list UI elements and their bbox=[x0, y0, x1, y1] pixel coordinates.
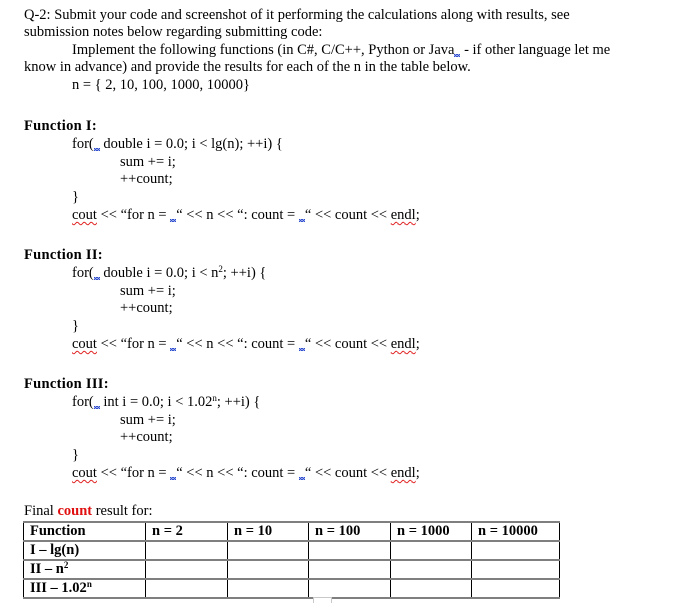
question-text-line-4: know in advance) and provide the results for each of the n in the table below. bbox=[24, 59, 471, 75]
result-cell[interactable] bbox=[228, 560, 309, 579]
quote: “ bbox=[304, 336, 312, 352]
function-2-count-line: ++count; bbox=[120, 300, 173, 316]
quote: “ bbox=[176, 465, 183, 481]
table-row bbox=[24, 560, 560, 579]
result-cell[interactable] bbox=[391, 541, 472, 560]
result-cell[interactable] bbox=[309, 560, 391, 579]
grammar-squiggle-icon bbox=[299, 476, 305, 481]
n-values-set: n = { 2, 10, 100, 1000, 10000} bbox=[72, 77, 250, 93]
function-3-sum-line: sum += i; bbox=[120, 412, 176, 428]
row-label-text: II – n bbox=[30, 561, 64, 577]
semicolon: ; bbox=[415, 465, 420, 481]
question-text-line-3a: Implement the following functions (in C#, C/C++, Python or Java bbox=[72, 42, 455, 58]
grammar-squiggle-icon bbox=[94, 276, 100, 281]
for-tail: ; ++i) { bbox=[222, 265, 267, 281]
function-1-close-brace: } bbox=[72, 189, 79, 205]
for-condition: double i = 0.0; i < lg(n); ++i) { bbox=[99, 136, 283, 152]
caption-prefix: Final bbox=[24, 503, 58, 519]
row-label-lg-n bbox=[24, 541, 146, 560]
result-cell[interactable] bbox=[309, 579, 391, 598]
function-1-count-line: ++count; bbox=[120, 171, 173, 187]
exponent: 2 bbox=[218, 264, 223, 274]
cout-text: << count << bbox=[311, 336, 391, 352]
result-cell[interactable] bbox=[228, 579, 309, 598]
cout-text: << n << “: count = bbox=[182, 207, 299, 223]
caption-highlight-count: count bbox=[57, 503, 93, 519]
question-text-line-1: Q-2: Submit your code and screenshot of it performing the calculations along with results, see bbox=[24, 7, 570, 23]
function-2-title: Function II: bbox=[24, 247, 103, 263]
header-n-10000: n = 10000 bbox=[472, 522, 560, 541]
quote: “ bbox=[304, 207, 312, 223]
row-label-exponent: n bbox=[86, 579, 92, 589]
endl-word: endl bbox=[390, 465, 416, 481]
exponent: n bbox=[212, 393, 217, 403]
grammar-squiggle-icon bbox=[299, 218, 305, 223]
cout-text: << count << bbox=[311, 465, 391, 481]
grammar-squiggle-icon bbox=[94, 405, 100, 410]
semicolon: ; bbox=[415, 207, 420, 223]
function-1-cout-line bbox=[72, 207, 420, 224]
for-tail: ; ++i) { bbox=[216, 394, 261, 410]
results-table bbox=[23, 521, 560, 599]
header-n-100: n = 100 bbox=[309, 522, 391, 541]
header-n-1000: n = 1000 bbox=[391, 522, 472, 541]
for-keyword: for( bbox=[72, 136, 94, 152]
for-condition: int i = 0.0; i < 1.02 bbox=[99, 394, 213, 410]
function-3-cout-line bbox=[72, 465, 420, 482]
function-3-title: Function III: bbox=[24, 376, 109, 392]
row-label-n-squared bbox=[24, 560, 146, 579]
function-1-for-line bbox=[72, 136, 283, 153]
grammar-squiggle-icon bbox=[454, 53, 460, 58]
header-n-2: n = 2 bbox=[146, 522, 228, 541]
result-cell[interactable] bbox=[228, 541, 309, 560]
result-cell[interactable] bbox=[146, 560, 228, 579]
table-header-row bbox=[24, 522, 560, 541]
function-3-close-brace: } bbox=[72, 447, 79, 463]
result-cell[interactable] bbox=[391, 560, 472, 579]
result-cell[interactable] bbox=[472, 560, 560, 579]
quote: “ bbox=[176, 207, 183, 223]
grammar-squiggle-icon bbox=[170, 218, 176, 223]
table-row bbox=[24, 579, 560, 598]
header-n-10: n = 10 bbox=[228, 522, 309, 541]
cout-text: << “for n = bbox=[96, 207, 171, 223]
cout-text: << “for n = bbox=[96, 465, 171, 481]
cout-word: cout bbox=[72, 336, 97, 352]
table-move-handle[interactable] bbox=[313, 597, 332, 603]
grammar-squiggle-icon bbox=[170, 347, 176, 352]
function-1-sum-line: sum += i; bbox=[120, 154, 176, 170]
for-condition: double i = 0.0; i < n bbox=[99, 265, 219, 281]
result-cell[interactable] bbox=[146, 579, 228, 598]
table-row bbox=[24, 541, 560, 560]
cout-word: cout bbox=[72, 465, 97, 481]
grammar-squiggle-icon bbox=[94, 147, 100, 152]
quote: “ bbox=[304, 465, 312, 481]
endl-word: endl bbox=[390, 336, 416, 352]
for-keyword: for( bbox=[72, 265, 94, 281]
for-keyword: for( bbox=[72, 394, 94, 410]
function-3-for-line bbox=[72, 394, 260, 411]
row-label-exponential bbox=[24, 579, 146, 598]
question-text-line-3b: - if other language let me bbox=[460, 42, 611, 58]
function-2-cout-line bbox=[72, 336, 420, 353]
result-cell[interactable] bbox=[309, 541, 391, 560]
function-3-count-line: ++count; bbox=[120, 429, 173, 445]
cout-text: << count << bbox=[311, 207, 391, 223]
result-cell[interactable] bbox=[391, 579, 472, 598]
endl-word: endl bbox=[390, 207, 416, 223]
grammar-squiggle-icon bbox=[299, 347, 305, 352]
quote: “ bbox=[176, 336, 183, 352]
row-label-text: I – lg(n) bbox=[30, 542, 80, 558]
final-count-caption bbox=[24, 503, 153, 520]
question-text-line-3 bbox=[72, 42, 610, 59]
cout-text: << n << “: count = bbox=[182, 336, 299, 352]
result-cell[interactable] bbox=[472, 541, 560, 560]
function-2-close-brace: } bbox=[72, 318, 79, 334]
function-1-title: Function I: bbox=[24, 118, 97, 134]
function-2-sum-line: sum += i; bbox=[120, 283, 176, 299]
question-text-line-2: submission notes below regarding submitting code: bbox=[24, 24, 323, 40]
result-cell[interactable] bbox=[146, 541, 228, 560]
cout-text: << n << “: count = bbox=[182, 465, 299, 481]
cout-word: cout bbox=[72, 207, 97, 223]
row-label-exponent: 2 bbox=[63, 560, 69, 570]
caption-suffix: result for: bbox=[92, 503, 153, 519]
header-function: Function bbox=[24, 522, 146, 541]
row-label-text: III – 1.02 bbox=[30, 580, 87, 596]
function-2-for-line bbox=[72, 265, 266, 282]
grammar-squiggle-icon bbox=[170, 476, 176, 481]
result-cell[interactable] bbox=[472, 579, 560, 598]
cout-text: << “for n = bbox=[96, 336, 171, 352]
semicolon: ; bbox=[415, 336, 420, 352]
